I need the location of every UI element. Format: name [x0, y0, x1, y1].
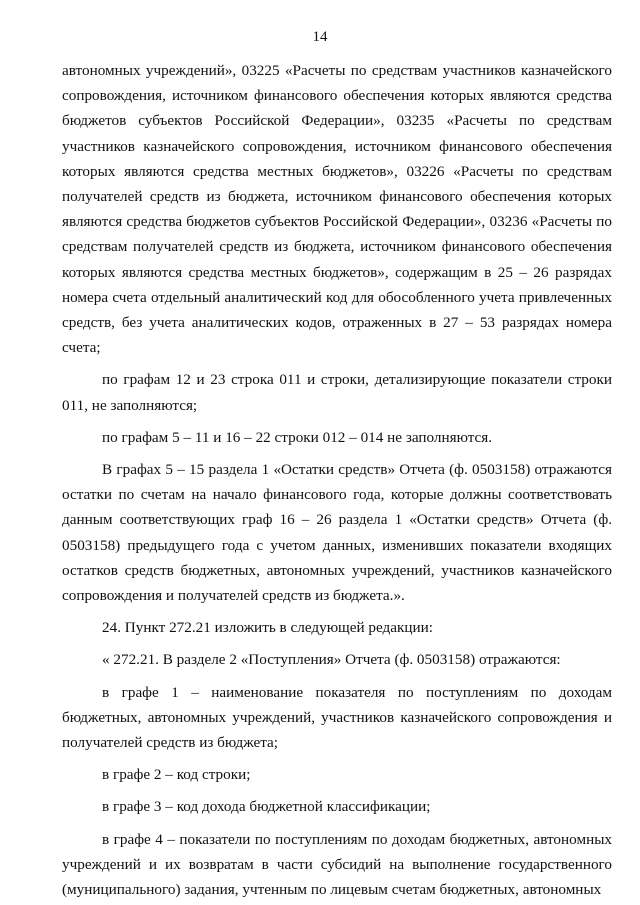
paragraph-continuation: автономных учреждений», 03225 «Расчеты по средствам участников казначейского сопровождения, источником финансового обеспечения которых являются средства бюджетов субъектов Российской Федерации», 03235 «Расчеты по средствам участников казначейского сопровождения, источником финансового обеспечения которых являются средства местных бюджетов», 03226 «Расчеты по средствам получателей средств из бюджета, источником финансового обеспечения которых являются средства бюджетов субъектов Российской Федерации», 03236 «Расчеты по средствам получателей средств из бюджета, источником финансового обеспечения которых являются средства местных бюджетов», содержащим в 25 – 26 разрядах номера счета отдельный аналитический код для обособленного учета привлеченных средств, без учета аналитических кодов, отраженных в 27 – 53 разрядах номера счета; [62, 62, 612, 357]
paragraph: в графе 2 – код строки; [102, 766, 251, 784]
paragraph: по графам 5 – 11 и 16 – 22 строки 012 – 014 не заполняются. [102, 428, 493, 446]
paragraph: по графам 12 и 23 строка 011 и строки, детализирующие показатели строки 011, не заполняются; [62, 371, 612, 414]
paragraph-quoted-start: « 272.21. В разделе 2 «Поступления» Отчета (ф. 0503158) отражаются: [102, 651, 561, 669]
paragraph: в графе 4 – показатели по поступлениям по доходам бюджетных, автономных учреждений и их возвратам в части субсидий на выполнение государственного (муниципального) задания, учтенным по лицевым счетам бюджетных, автономных [62, 830, 612, 899]
document-body [62, 58, 612, 902]
paragraph: в графе 1 – наименование показателя по поступлениям по доходам бюджетных, автономных учреждений, участников казначейского сопровождения и получателей средств из бюджета; [62, 683, 612, 752]
paragraph-item-heading: 24. Пункт 272.21 изложить в следующей редакции: [102, 619, 433, 637]
paragraph: в графе 3 – код дохода бюджетной классификации; [102, 798, 431, 816]
page-number: 14 [312, 29, 328, 45]
paragraph: В графах 5 – 15 раздела 1 «Остатки средств» Отчета (ф. 0503158) отражаются остатки по счетам на начало финансового года, которые должны соответствовать данным соответствующих граф 16 – 26 раздела 1 «Остатки средств» Отчета (ф. 0503158) предыдущего года с учетом данных, изменивших показатели входящих остатков средств бюджетных, автономных учреждений, участников казначейского сопровождения и получателей средств из бюджета.». [62, 461, 612, 605]
